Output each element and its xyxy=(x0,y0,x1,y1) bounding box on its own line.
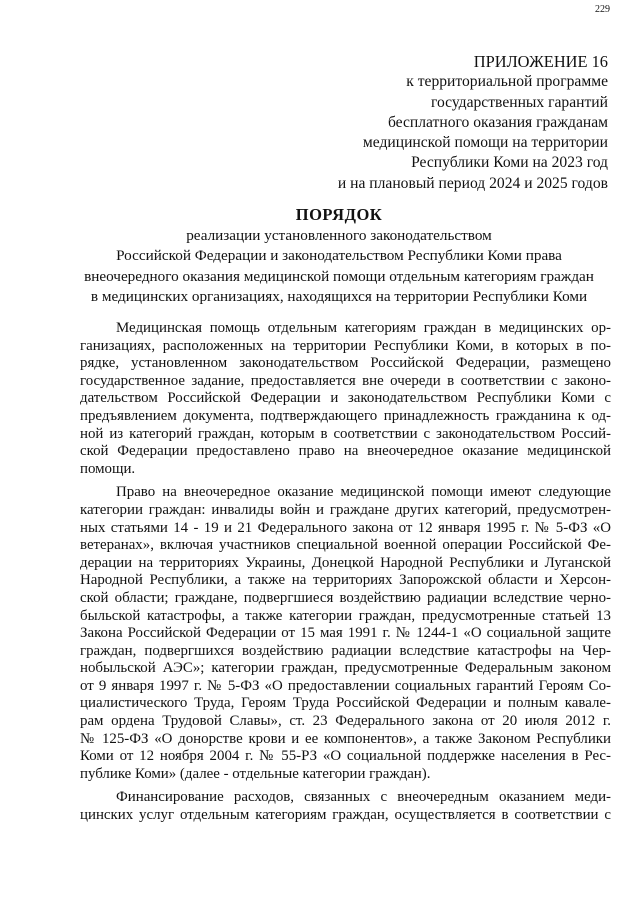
body-line: рам ордена Трудовой Славы», ст. 23 Федерального закона от 20 июля 2012 г. xyxy=(80,713,611,730)
body-line: Медицинская помощь отдельным категориям граждан в медицинских ор- xyxy=(116,320,611,336)
document-heading xyxy=(60,204,618,307)
body-line: цинских услуг отдельным категориям граждан, осуществляется в соответствии с xyxy=(80,807,611,824)
heading-line: внеочередного оказания медицинской помощи отдельным категориям граждан xyxy=(84,267,594,285)
body-line: ной из категорий граждан, которым в соответствии с законодательством Россий- xyxy=(80,425,611,442)
appendix-line: Республики Коми на 2023 год xyxy=(411,154,608,172)
appendix-line: к территориальной программе xyxy=(406,73,608,91)
heading-line: реализации установленного законодательством xyxy=(186,227,492,244)
body-paragraph xyxy=(80,484,611,783)
body-line: Закона Российской Федерации от 15 мая 1991 г. № 1244-1 «О социальной защите xyxy=(80,625,611,642)
body-line: № 125-ФЗ «О донорстве крови и ее компонентов», а также Законом Республики xyxy=(80,730,611,747)
body-line: быльской катастрофы, а также категории граждан, предусмотренные статьей 13 xyxy=(80,607,611,624)
body-line: публике Коми» (далее - отдельные категории граждан). xyxy=(80,765,431,782)
page-number: 229 xyxy=(595,4,610,15)
body-line: дерации на территориях Украины, Донецкой Народной Республики и Луганской xyxy=(80,554,611,571)
body-paragraph xyxy=(80,320,611,478)
appendix-header xyxy=(338,52,608,194)
body-line: ных статьями 14 - 19 и 21 Федерального закона от 12 января 1995 г. № 5-ФЗ «О xyxy=(80,519,611,536)
body-line: Народной Республики, а также на территориях Запорожской области и Херсон- xyxy=(80,572,611,589)
body-line: Право на внеочередное оказание медицинской помощи имеют следующие xyxy=(116,484,611,501)
heading-line: в медицинских организациях, находящихся на территории Республики Коми xyxy=(90,287,588,305)
document-body xyxy=(80,320,611,831)
body-line: Финансирование расходов, связанных с внеочередным оказанием меди- xyxy=(116,789,611,806)
body-line: рядке, установленном законодательством Российской Федерации, размещено xyxy=(80,355,611,372)
appendix-line: бесплатного оказания гражданам xyxy=(387,113,608,131)
body-line: помощи. xyxy=(80,460,136,477)
body-line: государственное задание, предоставляется вне очереди в соответствии с законо- xyxy=(80,372,611,389)
body-line: Коми от 12 ноября 2004 г. № 55-РЗ «О социальной поддержке населения в Рес- xyxy=(80,748,611,765)
body-line: циалистического Труда, Героям Труда Российской Федерации и полным кавале- xyxy=(80,695,611,712)
appendix-line: государственных гарантий xyxy=(430,93,608,111)
body-line: ганизациях, расположенных на территории Республики Коми, в которых в по- xyxy=(80,337,611,354)
body-line: ветеранах», включая участников специальной военной операции Российской Фе- xyxy=(80,537,611,554)
body-line: граждан, подвергшихся воздействию радиации вследствие катастрофы на Чер- xyxy=(80,642,611,659)
body-line: категории граждан: инвалиды войн и граждане других категорий, предусмотрен- xyxy=(80,501,611,518)
appendix-line: медицинской помощи на территории xyxy=(362,134,608,152)
heading-line: Российской Федерации и законодательством Республики Коми права xyxy=(116,247,562,265)
body-line: от 9 января 1997 г. № 5-ФЗ «О предоставлении социальных гарантий Героям Со- xyxy=(80,677,611,694)
appendix-title: ПРИЛОЖЕНИЕ 16 xyxy=(473,52,608,71)
body-line: ской Федерации предоставлено право на внеочередное оказание медицинской xyxy=(80,443,611,460)
body-line: предъявлением документа, подтверждающего принадлежность гражданина к од- xyxy=(80,407,611,424)
body-line: нобыльской АЭС»; категории граждан, предусмотренные Федеральным законом xyxy=(80,660,611,677)
appendix-line: и на плановый период 2024 и 2025 годов xyxy=(337,174,608,192)
body-line: ской области; граждане, подвергшиеся воздействию радиации вследствие черно- xyxy=(80,589,611,606)
document-title: ПОРЯДОК xyxy=(295,205,383,224)
body-paragraph xyxy=(80,789,611,824)
body-line: дательством Российской Федерации и законодательством Республики Коми с xyxy=(80,390,611,407)
